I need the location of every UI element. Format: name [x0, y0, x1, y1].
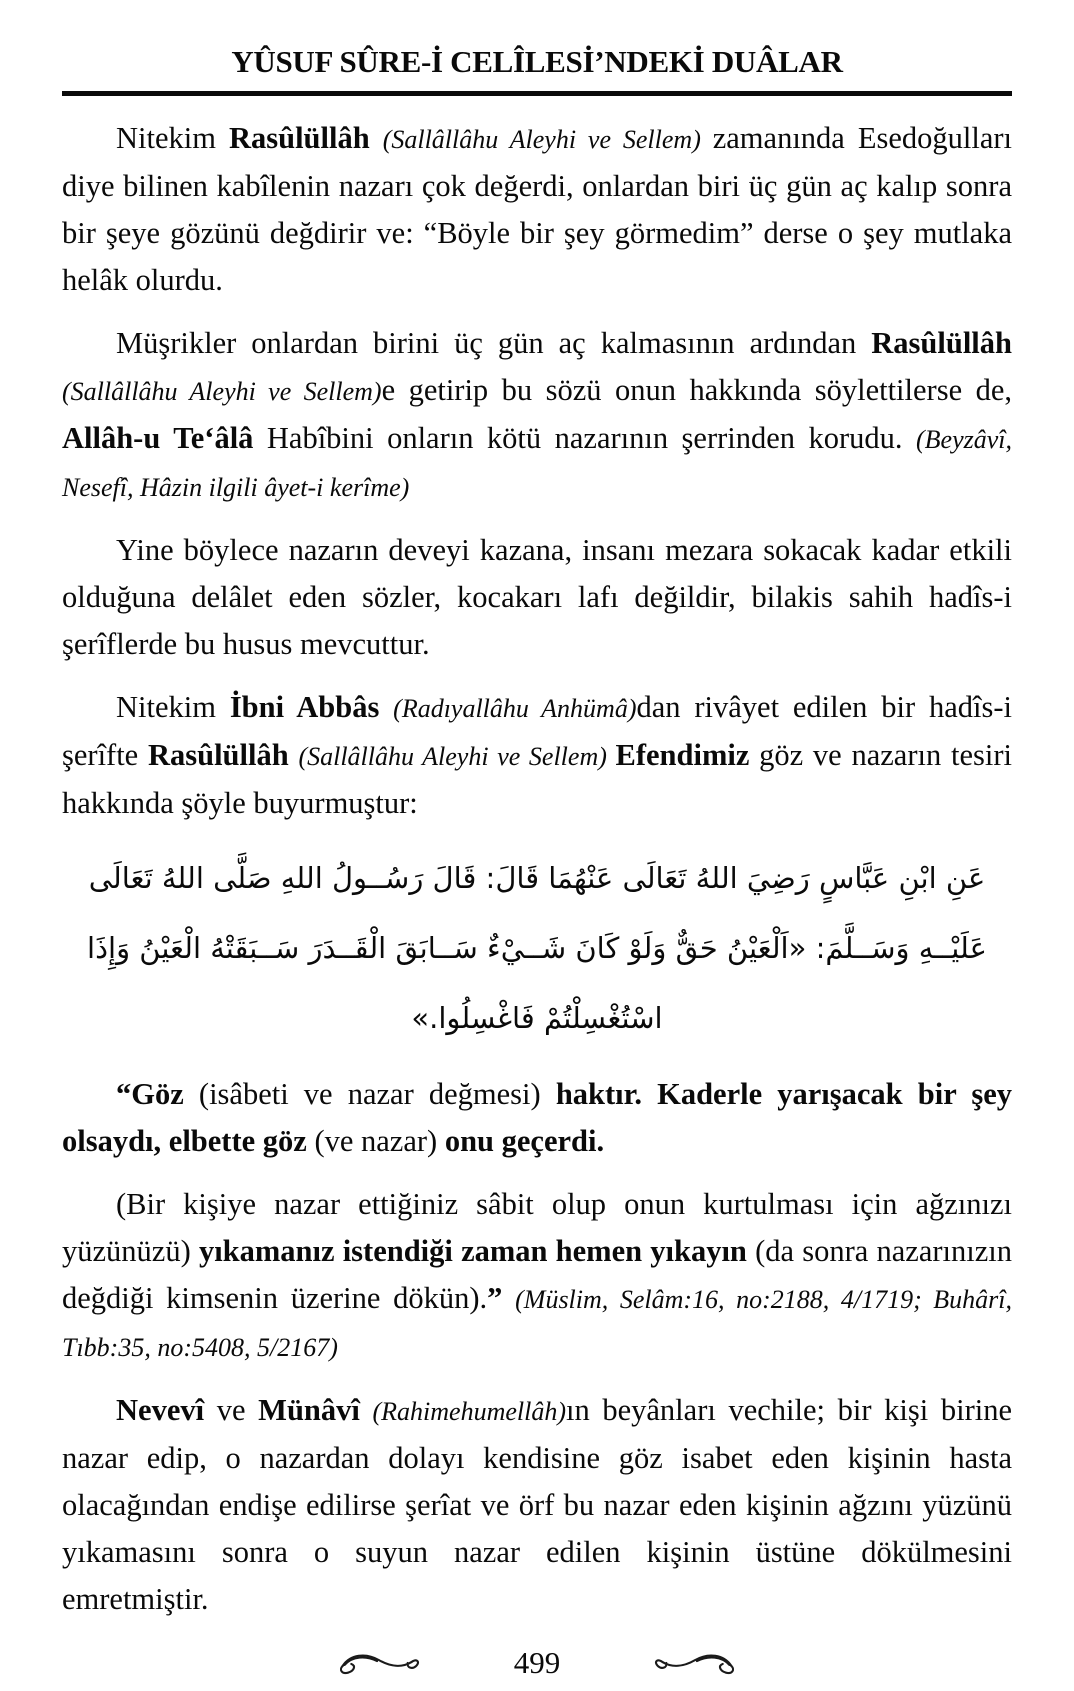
text-run-italic: (Rahimehumellâh)	[372, 1397, 566, 1426]
text-run-bold: Efendimiz	[615, 738, 760, 772]
text-run-bold: Münâvî	[258, 1393, 373, 1427]
text-run: Habîbini onların kötü nazarının şerrinden korudu.	[266, 421, 916, 455]
text-run: dan rivâyet edilen bir hadîs-i şerîfte	[62, 690, 1012, 772]
text-run-bold: yıkamanız istendiği zaman hemen yıkayın	[198, 1234, 756, 1268]
flourish-right-icon	[652, 1645, 738, 1681]
text-run-italic: (Sallâllâhu Aleyhi ve Sellem)	[382, 125, 713, 154]
text-run: Müşrikler onlardan birini üç gün aç kalmasının ardından	[116, 326, 872, 360]
flourish-left-icon	[336, 1645, 422, 1681]
text-run-bold: Nevevî	[116, 1393, 217, 1427]
text-run-bold: Rasûlüllâh	[147, 738, 299, 772]
citation-run: (Beyzâvî, Nesefî, Hâzin ilgili âyet-i kerîme)	[62, 425, 1012, 502]
text-run: (Bir kişiye nazar ettiğiniz sâbit olup onun kurtulması için ağzınızı yüzünüzü)	[62, 1187, 1012, 1268]
arabic-line: عَنِ ابْنِ عَبَّاسٍ رَضِيَ اللهُ تَعَالَى عَنْهُمَا قَالَ: قَالَ رَسُــولُ اللهِ صَلَّى اللهُ تَعَالَى	[88, 861, 986, 895]
text-run-bold: onu geçerdi.	[444, 1124, 605, 1158]
page-number: 499	[513, 1645, 561, 1680]
text-run: Nitekim	[116, 121, 229, 155]
paragraph-8	[62, 1387, 1012, 1623]
text-run: Yine böylece nazarın deveyi kazana, insanı mezara sokacak kadar etkili olduğuna delâlet eden sözler, kocakarı lafı değildir, bilakis sahih hadîs-i şerîflerde bu husus mevcuttur.	[62, 533, 1012, 661]
page-header	[62, 44, 1012, 96]
text-run: ın beyânları vechile; bir kişi birine nazar edip, o nazardan dolayı kendisine göz isabet eden kişinin hasta olacağından endişe edilirse şerîat ve örf bu nazar eden kişinin ağzını yüzünü yıkamasını sonra o suyun nazar edilen kişinin üstüne dökülmesini emretmiştir.	[62, 1393, 1012, 1616]
text-run-bold: “Göz	[116, 1077, 199, 1111]
text-run-italic: (Radıyallâhu Anhümâ)	[393, 694, 637, 723]
paragraph-2	[62, 320, 1012, 511]
text-run: (da sonra nazarınızın değdiği kimsenin üzerine dökün).	[62, 1234, 1012, 1315]
text-run-italic: (Sallâllâhu Aleyhi ve Sellem)	[298, 742, 616, 771]
paragraph-3	[62, 527, 1012, 668]
paragraph-1	[62, 115, 1012, 304]
paragraph-translation	[62, 1071, 1012, 1165]
text-run: göz ve nazarın tesiri hakkında şöyle buyurmuştur:	[62, 738, 1012, 820]
text-run: zamanında Esedoğulları diye bilinen kabîlenin nazarı çok değerdi, onlardan biri üç gün aç kalıp sonra bir şeye gözünü değdirir ve: “Böyle bir şey görmedim” derse o şey mutlaka helâk olurdu.	[62, 121, 1012, 297]
text-run: ve	[216, 1393, 259, 1427]
page-footer	[62, 1645, 1012, 1681]
arabic-hadith-block	[62, 843, 1012, 1053]
text-run: (ve nazar)	[314, 1124, 445, 1158]
header-divider	[62, 91, 1012, 96]
text-run: Nitekim	[116, 690, 230, 724]
text-run-bold: haktır. Kaderle yarışacak bir şey olsaydı, elbette göz	[62, 1077, 1012, 1158]
text-run: (isâbeti ve nazar değmesi)	[198, 1077, 556, 1111]
text-run-bold: ”	[487, 1281, 516, 1315]
text-run-bold: Allâh-u Te‘âlâ	[62, 421, 267, 455]
text-run-italic: (Sallâllâhu Aleyhi ve Sellem)	[62, 377, 382, 406]
text-run: e getirip bu sözü onun hakkında söylettilerse de,	[381, 373, 1012, 407]
citation-run: (Müslim, Selâm:16, no:2188, 4/1719; Buhârî, Tıbb:35, no:5408, 5/2167)	[62, 1285, 1013, 1362]
page-title: YÛSUF SÛRE-İ CELÎLESİ’NDEKİ DUÂLAR	[231, 44, 843, 79]
arabic-line: عَلَيْــهِ وَسَــلَّمَ: «اَلْعَيْنُ حَقٌّ وَلَوْ كَانَ شَــيْءٌ سَــابَقَ الْقَــدَرَ سَــبَقَتْهُ الْعَيْنُ وَإِذَا	[87, 931, 987, 965]
paragraph-4	[62, 684, 1012, 827]
text-run-bold: Rasûlüllâh	[228, 121, 383, 155]
arabic-line: اسْتُغْسِلْتُمْ فَاغْسِلُوا.»	[411, 1001, 663, 1035]
text-run-bold: İbni Abbâs	[229, 690, 394, 724]
page-body	[62, 115, 1012, 1623]
text-run-bold: Rasûlüllâh	[871, 326, 1012, 360]
paragraph-explanation	[62, 1181, 1012, 1371]
